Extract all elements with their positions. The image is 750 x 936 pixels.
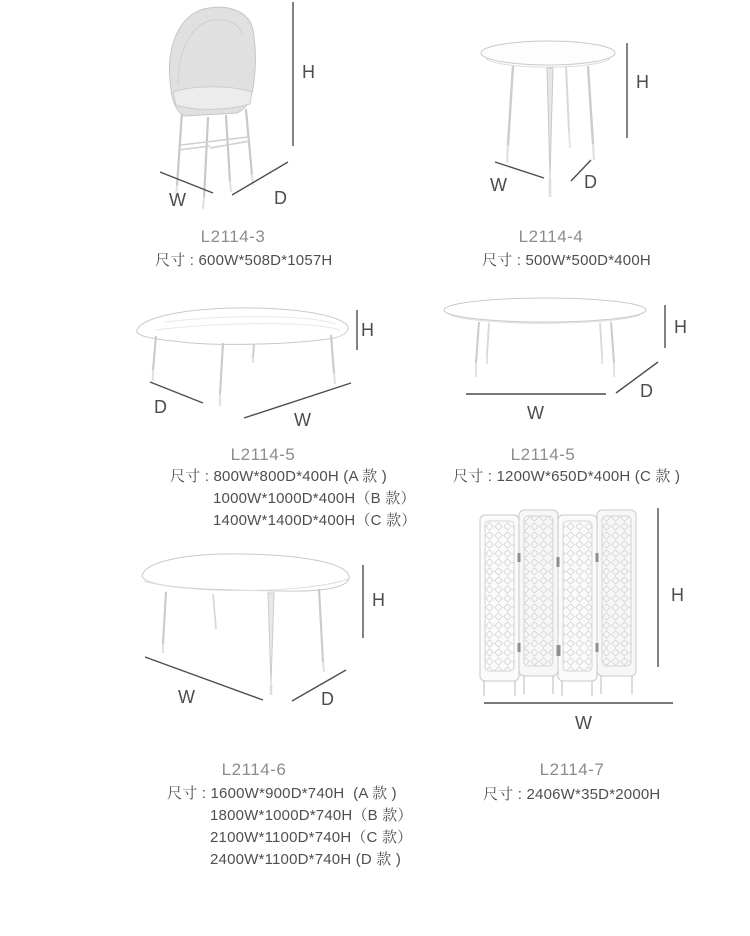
- width-label: W: [575, 713, 592, 733]
- product-specs: [483, 784, 660, 806]
- size-value: 600W*508D*1057H: [198, 252, 333, 269]
- size-value: 1000W*1000D*400H（B 款）: [213, 490, 416, 507]
- product-model: L2114-7: [539, 760, 605, 779]
- size-value: 1800W*1000D*740H（B 款）: [210, 807, 413, 824]
- size-prefix-label: 尺寸 :: [483, 786, 527, 803]
- product-model: L2114-3: [200, 227, 266, 246]
- size-prefix-label: 尺寸 :: [482, 252, 526, 269]
- size-value: 1600W*900D*740H (A 款 ): [210, 785, 397, 802]
- product-model: L2114-4: [518, 227, 584, 246]
- size-prefix-label: 尺寸 :: [155, 252, 199, 269]
- size-value: 2100W*1100D*740H（C 款）: [210, 829, 413, 846]
- width-label: W: [490, 175, 507, 195]
- depth-label: D: [274, 188, 287, 208]
- depth-label: D: [584, 172, 597, 192]
- height-label: H: [636, 72, 649, 92]
- height-label: H: [671, 585, 684, 605]
- product-size-spec: [483, 784, 660, 806]
- size-value: 2406W*35D*2000H: [526, 786, 661, 803]
- width-label: W: [294, 410, 311, 430]
- size-value: 800W*800D*400H (A 款 ): [213, 468, 387, 485]
- height-label: H: [302, 62, 315, 82]
- size-value: 1200W*650D*400H (C 款 ): [496, 468, 681, 485]
- size-prefix-label: 尺寸 :: [170, 468, 214, 485]
- folding-screen-drawing: [440, 495, 700, 740]
- product-model: L2114-5: [510, 445, 576, 464]
- width-label: W: [169, 190, 186, 210]
- size-prefix-label: 尺寸 :: [453, 468, 497, 485]
- size-value: 2400W*1100D*740H (D 款 ): [210, 851, 402, 868]
- width-label: W: [527, 403, 544, 423]
- folding-screen-figure: [440, 495, 700, 740]
- product-model: L2114-5: [230, 445, 296, 464]
- size-prefix-label: 尺寸 :: [167, 785, 211, 802]
- size-value: 1400W*1400D*400H（C 款）: [213, 512, 417, 529]
- width-label: W: [178, 687, 195, 707]
- height-label: H: [674, 317, 687, 337]
- depth-label: D: [154, 397, 167, 417]
- depth-label: D: [640, 381, 653, 401]
- size-value: 500W*500D*400H: [525, 252, 651, 269]
- height-label: H: [372, 590, 385, 610]
- depth-label: D: [321, 689, 334, 709]
- product-model: L2114-6: [221, 760, 287, 779]
- height-label: H: [361, 320, 374, 340]
